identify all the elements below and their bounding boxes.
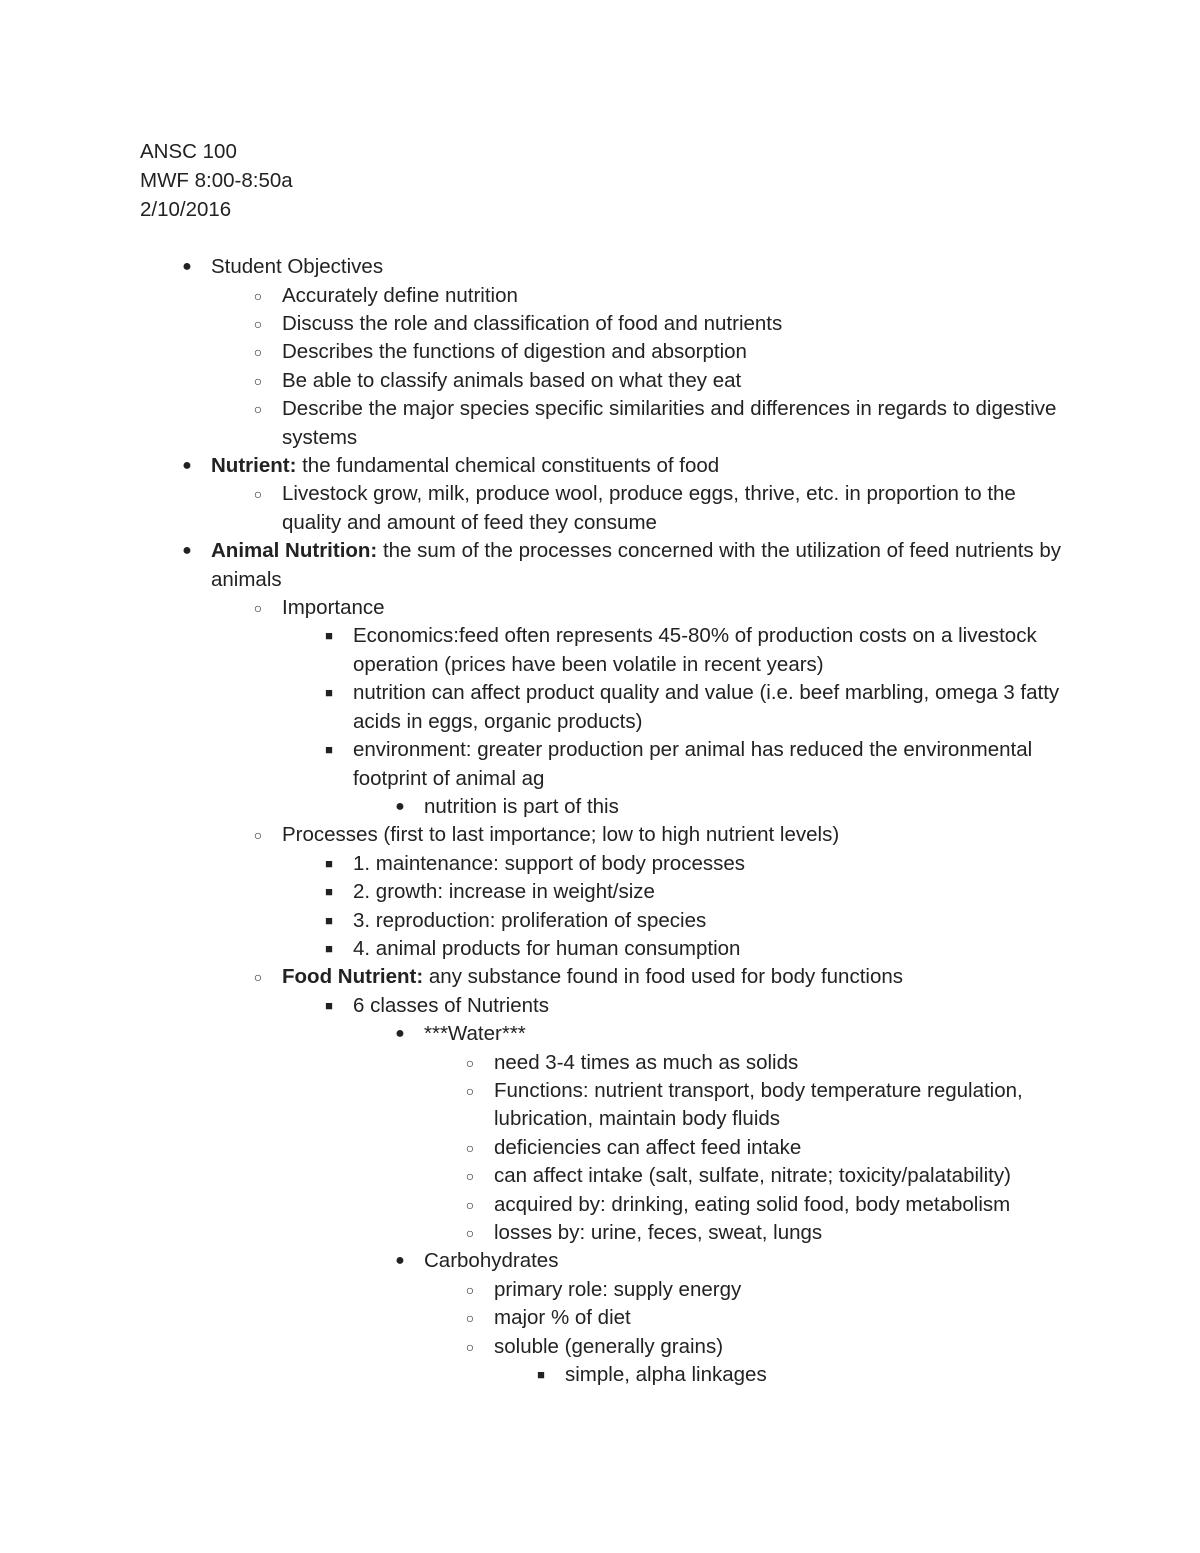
item-body: acquired by: drinking, eating solid food, body metabolism: [494, 1192, 1011, 1216]
bullet-dot-icon: ●: [395, 1025, 405, 1043]
outline-item-text: [353, 736, 1070, 793]
bullet-circle-icon: ○: [253, 372, 263, 389]
outline-item-text: [494, 1162, 1070, 1190]
outline-item-text: [494, 1049, 1070, 1077]
outline-item-text: [565, 1361, 1070, 1389]
outline-item-text: [494, 1304, 1070, 1332]
outline-item-level-3: [140, 1247, 1070, 1275]
item-body: the fundamental chemical constituents of food: [296, 454, 720, 478]
item-body: 2. growth: increase in weight/size: [353, 880, 655, 904]
item-body: need 3-4 times as much as solids: [494, 1050, 799, 1074]
item-body: can affect intake (salt, sulfate, nitrate; toxicity/palatability): [494, 1164, 1011, 1188]
outline-item-text: [282, 367, 1070, 395]
outline-item-level-2: [140, 935, 1070, 963]
bullet-square-icon: ■: [537, 1367, 545, 1383]
outline-item-level-1: [140, 338, 1070, 366]
term-label: Food Nutrient:: [282, 965, 424, 989]
outline-item-text: [494, 1077, 1070, 1134]
item-body: 1. maintenance: support of body processes: [353, 851, 746, 875]
bullet-circle-icon: ○: [465, 1338, 475, 1355]
item-body: ***Water***: [424, 1022, 526, 1046]
bullet-circle-icon: ○: [465, 1310, 475, 1327]
outline-item-level-1: [140, 821, 1070, 849]
outline-item-level-1: [140, 367, 1070, 395]
outline-item-text: [282, 338, 1070, 366]
bullet-circle-icon: ○: [465, 1168, 475, 1185]
outline-item-text: [211, 537, 1070, 594]
item-body: any substance found in food used for body functions: [423, 965, 904, 989]
outline-item-text: [353, 878, 1070, 906]
item-body: the sum of the processes concerned with the utilization of feed nutrients by animals: [211, 539, 1061, 591]
item-body: Describes the functions of digestion and absorption: [282, 340, 747, 364]
outline-item-level-1: [140, 395, 1070, 452]
item-body: Describe the major species specific similarities and differences in regards to digestive systems: [282, 397, 1057, 449]
outline-item-level-0: [140, 452, 1070, 480]
bullet-square-icon: ■: [325, 884, 333, 900]
outline-item-level-4: [140, 1191, 1070, 1219]
outline-item-level-1: [140, 310, 1070, 338]
item-body: environment: greater production per animal has reduced the environmental footprint of animal ag: [353, 738, 1033, 790]
outline-item-level-4: [140, 1333, 1070, 1361]
outline-item-level-0: [140, 253, 1070, 281]
outline-item-level-4: [140, 1134, 1070, 1162]
course-code: ANSC 100: [140, 140, 237, 163]
item-body: Be able to classify animals based on what they eat: [282, 368, 742, 392]
notes-outline: [140, 253, 1070, 1389]
bullet-square-icon: ■: [325, 912, 333, 928]
outline-item-level-1: [140, 282, 1070, 310]
outline-item-level-3: [140, 793, 1070, 821]
item-body: Carbohydrates: [424, 1249, 559, 1273]
item-body: major % of diet: [494, 1306, 631, 1330]
bullet-square-icon: ■: [325, 685, 333, 701]
class-schedule: MWF 8:00-8:50a: [140, 168, 293, 192]
item-body: nutrition can affect product quality and value (i.e. beef marbling, omega 3 fatty acids in eggs, organic products): [353, 681, 1060, 733]
outline-item-level-1: [140, 594, 1070, 622]
outline-item-text: [353, 679, 1070, 736]
item-body: losses by: urine, feces, sweat, lungs: [494, 1221, 823, 1244]
outline-item-text: [282, 821, 1070, 849]
bullet-circle-icon: ○: [253, 600, 263, 617]
item-body: Functions: nutrient transport, body temperature regulation, lubrication, maintain body fluids: [494, 1078, 1023, 1131]
bullet-circle-icon: ○: [253, 827, 263, 844]
item-body: simple, alpha linkages: [565, 1363, 767, 1387]
item-body: primary role: supply energy: [494, 1277, 742, 1301]
term-label: Animal Nutrition:: [211, 539, 378, 563]
outline-item-text: [282, 480, 1070, 537]
bullet-circle-icon: ○: [465, 1054, 475, 1071]
bullet-dot-icon: ●: [395, 797, 405, 815]
outline-item-text: [424, 793, 1070, 821]
outline-item-level-2: [140, 736, 1070, 793]
outline-item-level-3: [140, 1020, 1070, 1048]
item-body: Accurately define nutrition: [282, 283, 518, 307]
outline-item-text: [211, 452, 1070, 480]
outline-item-text: [211, 253, 1070, 281]
outline-item-text: [282, 963, 1070, 991]
outline-item-text: [353, 622, 1070, 679]
spacer: [140, 224, 1070, 253]
item-body: nutrition is part of this: [424, 794, 619, 818]
bullet-circle-icon: ○: [465, 1281, 475, 1298]
outline-item-level-4: [140, 1049, 1070, 1077]
item-body: Student Objectives: [211, 255, 384, 279]
item-body: Processes (first to last importance; low to high nutrient levels): [282, 823, 840, 847]
bullet-square-icon: ■: [325, 742, 333, 758]
bullet-dot-icon: ●: [182, 457, 192, 475]
outline-item-level-1: [140, 480, 1070, 537]
outline-item-level-2: [140, 878, 1070, 906]
bullet-circle-icon: ○: [253, 316, 263, 332]
outline-item-text: [353, 935, 1070, 963]
outline-item-level-2: [140, 850, 1070, 878]
bullet-circle-icon: ○: [465, 1082, 475, 1099]
bullet-circle-icon: ○: [253, 969, 263, 986]
outline-item-text: [494, 1219, 1070, 1247]
bullet-dot-icon: ●: [182, 542, 192, 560]
item-body: Economics:feed often represents 45-80% of production costs on a livestock operation (prices have been volatile in recent years): [353, 624, 1037, 676]
bullet-circle-icon: ○: [465, 1225, 475, 1241]
outline-item-level-2: [140, 622, 1070, 679]
item-body: 6 classes of Nutrients: [353, 993, 549, 1017]
bullet-circle-icon: ○: [253, 344, 263, 361]
bullet-circle-icon: ○: [465, 1196, 475, 1213]
outline-item-level-1: [140, 963, 1070, 991]
document-page: [140, 138, 1070, 1389]
item-body: deficiencies can affect feed intake: [494, 1135, 802, 1159]
outline-item-text: [282, 594, 1070, 622]
outline-item-level-4: [140, 1162, 1070, 1190]
outline-item-text: [353, 907, 1070, 935]
item-body: 4. animal products for human consumption: [353, 936, 741, 960]
bullet-square-icon: ■: [325, 997, 333, 1013]
outline-item-level-2: [140, 679, 1070, 736]
bullet-square-icon: ■: [325, 940, 333, 956]
outline-item-text: [494, 1333, 1070, 1361]
outline-item-level-5: [140, 1361, 1070, 1389]
item-body: 3. reproduction: proliferation of species: [353, 908, 707, 932]
outline-item-level-4: [140, 1276, 1070, 1304]
outline-item-text: [494, 1276, 1070, 1304]
outline-item-text: [494, 1191, 1070, 1219]
bullet-square-icon: ■: [325, 628, 333, 644]
outline-item-text: [282, 282, 1070, 310]
outline-item-level-0: [140, 537, 1070, 594]
bullet-dot-icon: ●: [395, 1252, 405, 1270]
outline-item-text: [424, 1020, 1070, 1048]
outline-item-level-2: [140, 992, 1070, 1020]
term-label: Nutrient:: [211, 454, 297, 478]
outline-item-level-4: [140, 1304, 1070, 1332]
outline-item-level-4: [140, 1077, 1070, 1134]
bullet-circle-icon: ○: [253, 287, 263, 304]
outline-item-level-4: [140, 1219, 1070, 1247]
bullet-square-icon: ■: [325, 855, 333, 871]
outline-item-text: [494, 1134, 1070, 1162]
item-body: Discuss the role and classification of food and nutrients: [282, 312, 783, 335]
outline-item-text: [282, 395, 1070, 452]
outline-item-text: [353, 850, 1070, 878]
outline-item-level-2: [140, 907, 1070, 935]
item-body: Livestock grow, milk, produce wool, produce eggs, thrive, etc. in proportion to the quality and amount of feed they consume: [282, 482, 1016, 534]
item-body: Importance: [282, 596, 385, 620]
outline-item-text: [353, 992, 1070, 1020]
bullet-circle-icon: ○: [465, 1139, 475, 1156]
bullet-circle-icon: ○: [253, 486, 263, 503]
lecture-date: 2/10/2016: [140, 197, 232, 221]
bullet-circle-icon: ○: [253, 401, 263, 418]
outline-item-text: [424, 1247, 1070, 1275]
outline-item-text: [282, 310, 1070, 338]
item-body: soluble (generally grains): [494, 1334, 724, 1358]
bullet-dot-icon: ●: [182, 258, 192, 276]
